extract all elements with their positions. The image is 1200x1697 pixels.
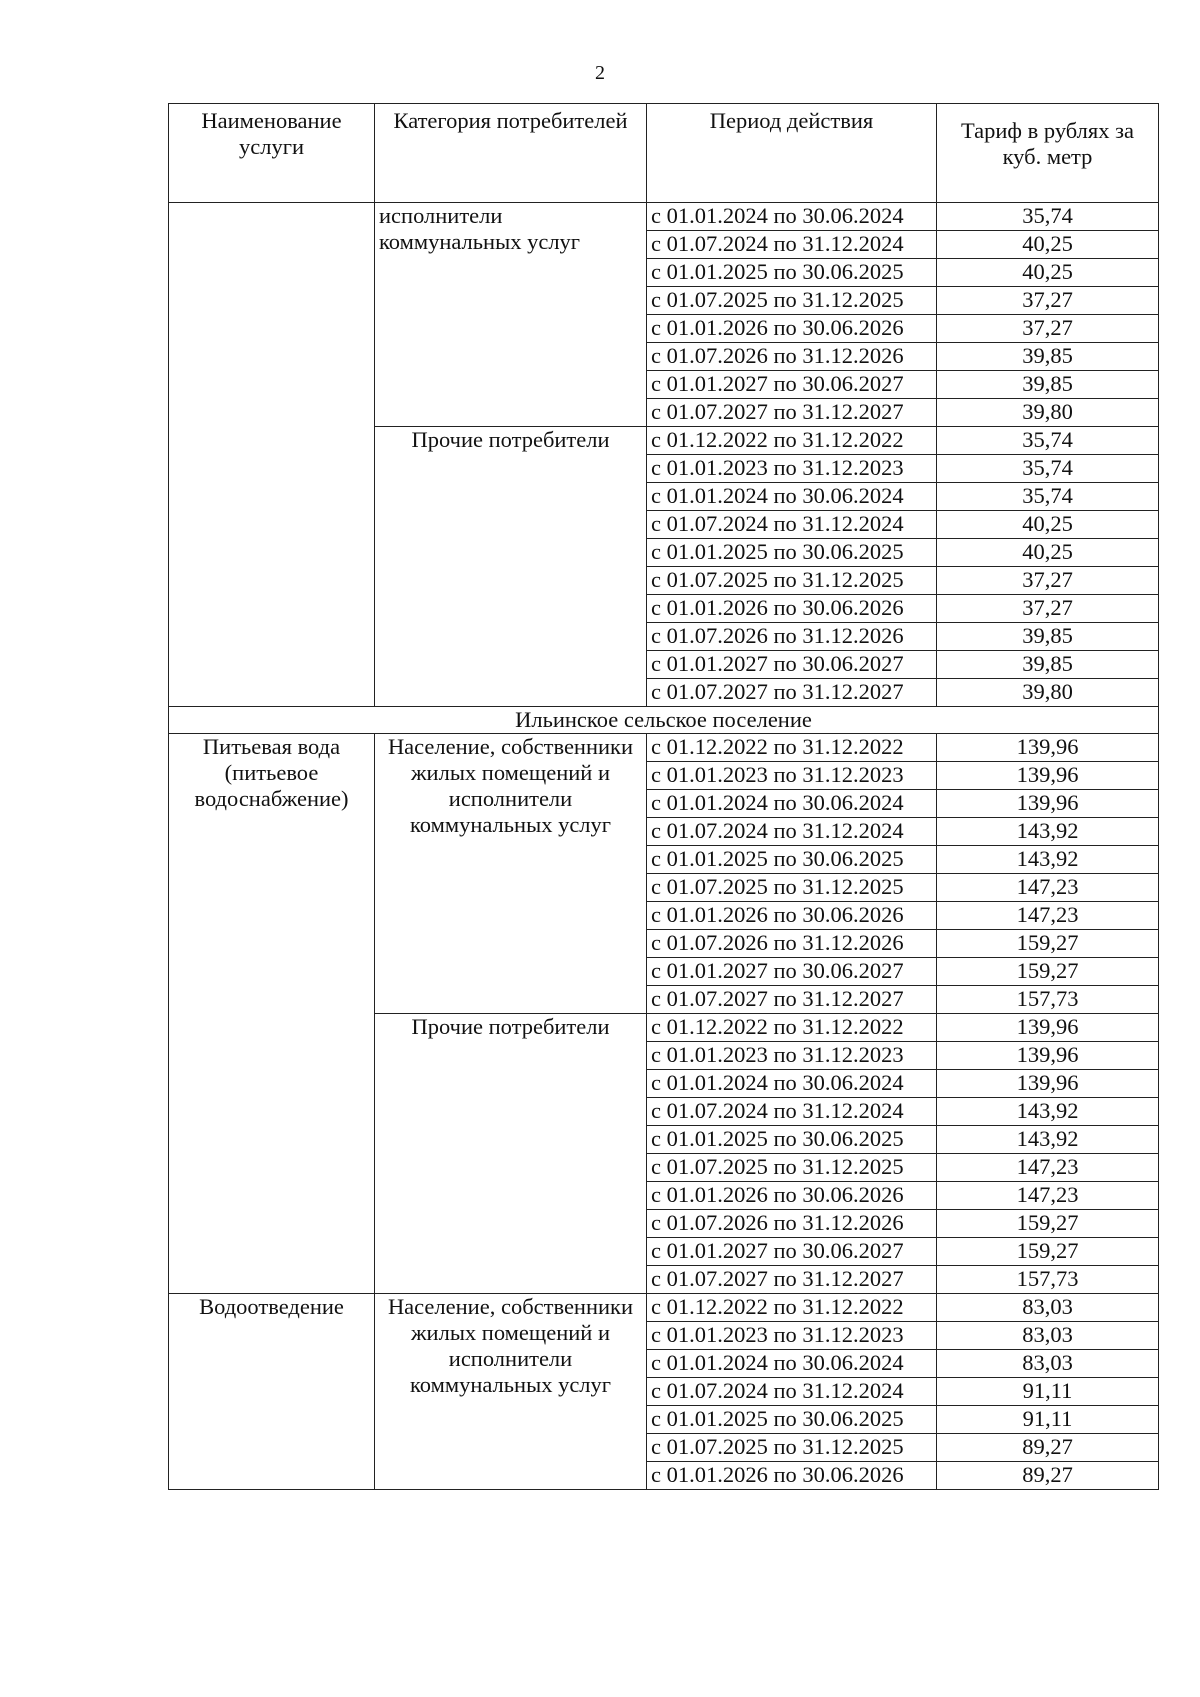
tariff-cell: 139,96: [937, 1070, 1159, 1098]
period-cell: с 01.07.2026 по 31.12.2026: [647, 623, 937, 651]
table-header: [169, 104, 1159, 203]
period-cell: с 01.01.2023 по 31.12.2023: [647, 455, 937, 483]
period-cell: с 01.01.2026 по 30.06.2026: [647, 315, 937, 343]
section-row: [169, 707, 1159, 734]
tariff-cell: 139,96: [937, 790, 1159, 818]
category-cell: исполнители коммунальных услуг: [375, 203, 647, 427]
tariff-cell: 147,23: [937, 902, 1159, 930]
period-cell: с 01.07.2025 по 31.12.2025: [647, 874, 937, 902]
period-cell: с 01.01.2023 по 31.12.2023: [647, 1322, 937, 1350]
period-cell: с 01.07.2024 по 31.12.2024: [647, 231, 937, 259]
tariff-cell: 83,03: [937, 1350, 1159, 1378]
category-cell: Население, собственники жилых помещений и исполнители коммунальных услуг: [375, 734, 647, 1014]
period-cell: с 01.07.2027 по 31.12.2027: [647, 679, 937, 707]
table-body: [169, 203, 1159, 1490]
period-cell: с 01.07.2024 по 31.12.2024: [647, 818, 937, 846]
period-cell: с 01.07.2027 по 31.12.2027: [647, 399, 937, 427]
section-title: Ильинское сельское поселение: [169, 707, 1159, 734]
period-cell: с 01.07.2026 по 31.12.2026: [647, 930, 937, 958]
period-cell: с 01.01.2024 по 30.06.2024: [647, 1350, 937, 1378]
tariff-cell: 159,27: [937, 1238, 1159, 1266]
tariff-cell: 35,74: [937, 203, 1159, 231]
table-row: [169, 203, 1159, 231]
period-cell: с 01.01.2024 по 30.06.2024: [647, 790, 937, 818]
tariff-cell: 83,03: [937, 1294, 1159, 1322]
tariff-cell: 159,27: [937, 958, 1159, 986]
tariff-cell: 39,85: [937, 651, 1159, 679]
tariff-cell: 147,23: [937, 1182, 1159, 1210]
tariff-cell: 139,96: [937, 1042, 1159, 1070]
period-cell: с 01.01.2026 по 30.06.2026: [647, 1462, 937, 1490]
tariff-cell: 35,74: [937, 455, 1159, 483]
period-cell: с 01.12.2022 по 31.12.2022: [647, 734, 937, 762]
period-cell: с 01.01.2025 по 30.06.2025: [647, 259, 937, 287]
tariff-cell: 40,25: [937, 539, 1159, 567]
tariff-cell: 89,27: [937, 1462, 1159, 1490]
period-cell: с 01.01.2026 по 30.06.2026: [647, 595, 937, 623]
period-cell: с 01.07.2024 по 31.12.2024: [647, 1378, 937, 1406]
tariff-cell: 143,92: [937, 818, 1159, 846]
period-cell: с 01.01.2024 по 30.06.2024: [647, 203, 937, 231]
tariff-cell: 159,27: [937, 1210, 1159, 1238]
period-cell: с 01.12.2022 по 31.12.2022: [647, 1014, 937, 1042]
period-cell: с 01.01.2025 по 30.06.2025: [647, 1126, 937, 1154]
period-cell: с 01.07.2025 по 31.12.2025: [647, 1434, 937, 1462]
tariff-cell: 147,23: [937, 874, 1159, 902]
period-cell: с 01.07.2027 по 31.12.2027: [647, 1266, 937, 1294]
tariff-cell: 40,25: [937, 511, 1159, 539]
tariff-cell: 39,85: [937, 343, 1159, 371]
tariff-cell: 37,27: [937, 595, 1159, 623]
category-cell: Население, собственники жилых помещений и исполнители коммунальных услуг: [375, 1294, 647, 1490]
tariff-cell: 139,96: [937, 734, 1159, 762]
tariff-cell: 40,25: [937, 231, 1159, 259]
period-cell: с 01.07.2026 по 31.12.2026: [647, 343, 937, 371]
tariff-cell: 35,74: [937, 483, 1159, 511]
period-cell: с 01.01.2025 по 30.06.2025: [647, 1406, 937, 1434]
service-cell: Питьевая вода (питьевое водоснабжение): [169, 734, 375, 1294]
tariff-cell: 91,11: [937, 1406, 1159, 1434]
period-cell: с 01.01.2026 по 30.06.2026: [647, 902, 937, 930]
tariff-cell: 39,85: [937, 623, 1159, 651]
tariff-cell: 147,23: [937, 1154, 1159, 1182]
period-cell: с 01.01.2023 по 31.12.2023: [647, 762, 937, 790]
period-cell: с 01.12.2022 по 31.12.2022: [647, 427, 937, 455]
tariff-cell: 39,80: [937, 399, 1159, 427]
period-cell: с 01.01.2027 по 30.06.2027: [647, 958, 937, 986]
period-cell: с 01.07.2025 по 31.12.2025: [647, 287, 937, 315]
tariff-cell: 143,92: [937, 1098, 1159, 1126]
tariff-cell: 91,11: [937, 1378, 1159, 1406]
tariff-cell: 37,27: [937, 567, 1159, 595]
period-cell: с 01.01.2024 по 30.06.2024: [647, 483, 937, 511]
tariff-cell: 37,27: [937, 315, 1159, 343]
category-cell: Прочие потребители: [375, 1014, 647, 1294]
period-cell: с 01.01.2023 по 31.12.2023: [647, 1042, 937, 1070]
period-cell: с 01.01.2027 по 30.06.2027: [647, 371, 937, 399]
period-cell: с 01.07.2026 по 31.12.2026: [647, 1210, 937, 1238]
period-cell: с 01.07.2027 по 31.12.2027: [647, 986, 937, 1014]
service-cell: [169, 203, 375, 707]
tariff-cell: 39,80: [937, 679, 1159, 707]
tariff-table: [168, 103, 1159, 1490]
period-cell: с 01.01.2026 по 30.06.2026: [647, 1182, 937, 1210]
service-cell: Водоотведение: [169, 1294, 375, 1490]
header-tariff: Тариф в рублях за куб. метр: [937, 104, 1159, 203]
period-cell: с 01.01.2025 по 30.06.2025: [647, 539, 937, 567]
tariff-cell: 89,27: [937, 1434, 1159, 1462]
table-row: [169, 734, 1159, 762]
period-cell: с 01.07.2025 по 31.12.2025: [647, 567, 937, 595]
tariff-cell: 157,73: [937, 986, 1159, 1014]
tariff-cell: 157,73: [937, 1266, 1159, 1294]
tariff-cell: 40,25: [937, 259, 1159, 287]
header-category: Категория потребителей: [375, 104, 647, 203]
category-cell: Прочие потребители: [375, 427, 647, 707]
tariff-cell: 159,27: [937, 930, 1159, 958]
tariff-cell: 139,96: [937, 1014, 1159, 1042]
page-number: 2: [595, 62, 605, 84]
period-cell: с 01.07.2024 по 31.12.2024: [647, 511, 937, 539]
period-cell: с 01.01.2025 по 30.06.2025: [647, 846, 937, 874]
period-cell: с 01.01.2027 по 30.06.2027: [647, 1238, 937, 1266]
period-cell: с 01.07.2024 по 31.12.2024: [647, 1098, 937, 1126]
tariff-cell: 35,74: [937, 427, 1159, 455]
period-cell: с 01.12.2022 по 31.12.2022: [647, 1294, 937, 1322]
tariff-cell: 143,92: [937, 846, 1159, 874]
period-cell: с 01.01.2027 по 30.06.2027: [647, 651, 937, 679]
tariff-cell: 143,92: [937, 1126, 1159, 1154]
tariff-cell: 139,96: [937, 762, 1159, 790]
period-cell: с 01.01.2024 по 30.06.2024: [647, 1070, 937, 1098]
table-row: [169, 1294, 1159, 1322]
tariff-cell: 39,85: [937, 371, 1159, 399]
header-service: Наименование услуги: [169, 104, 375, 203]
tariff-cell: 83,03: [937, 1322, 1159, 1350]
tariff-cell: 37,27: [937, 287, 1159, 315]
period-cell: с 01.07.2025 по 31.12.2025: [647, 1154, 937, 1182]
header-period: Период действия: [647, 104, 937, 203]
